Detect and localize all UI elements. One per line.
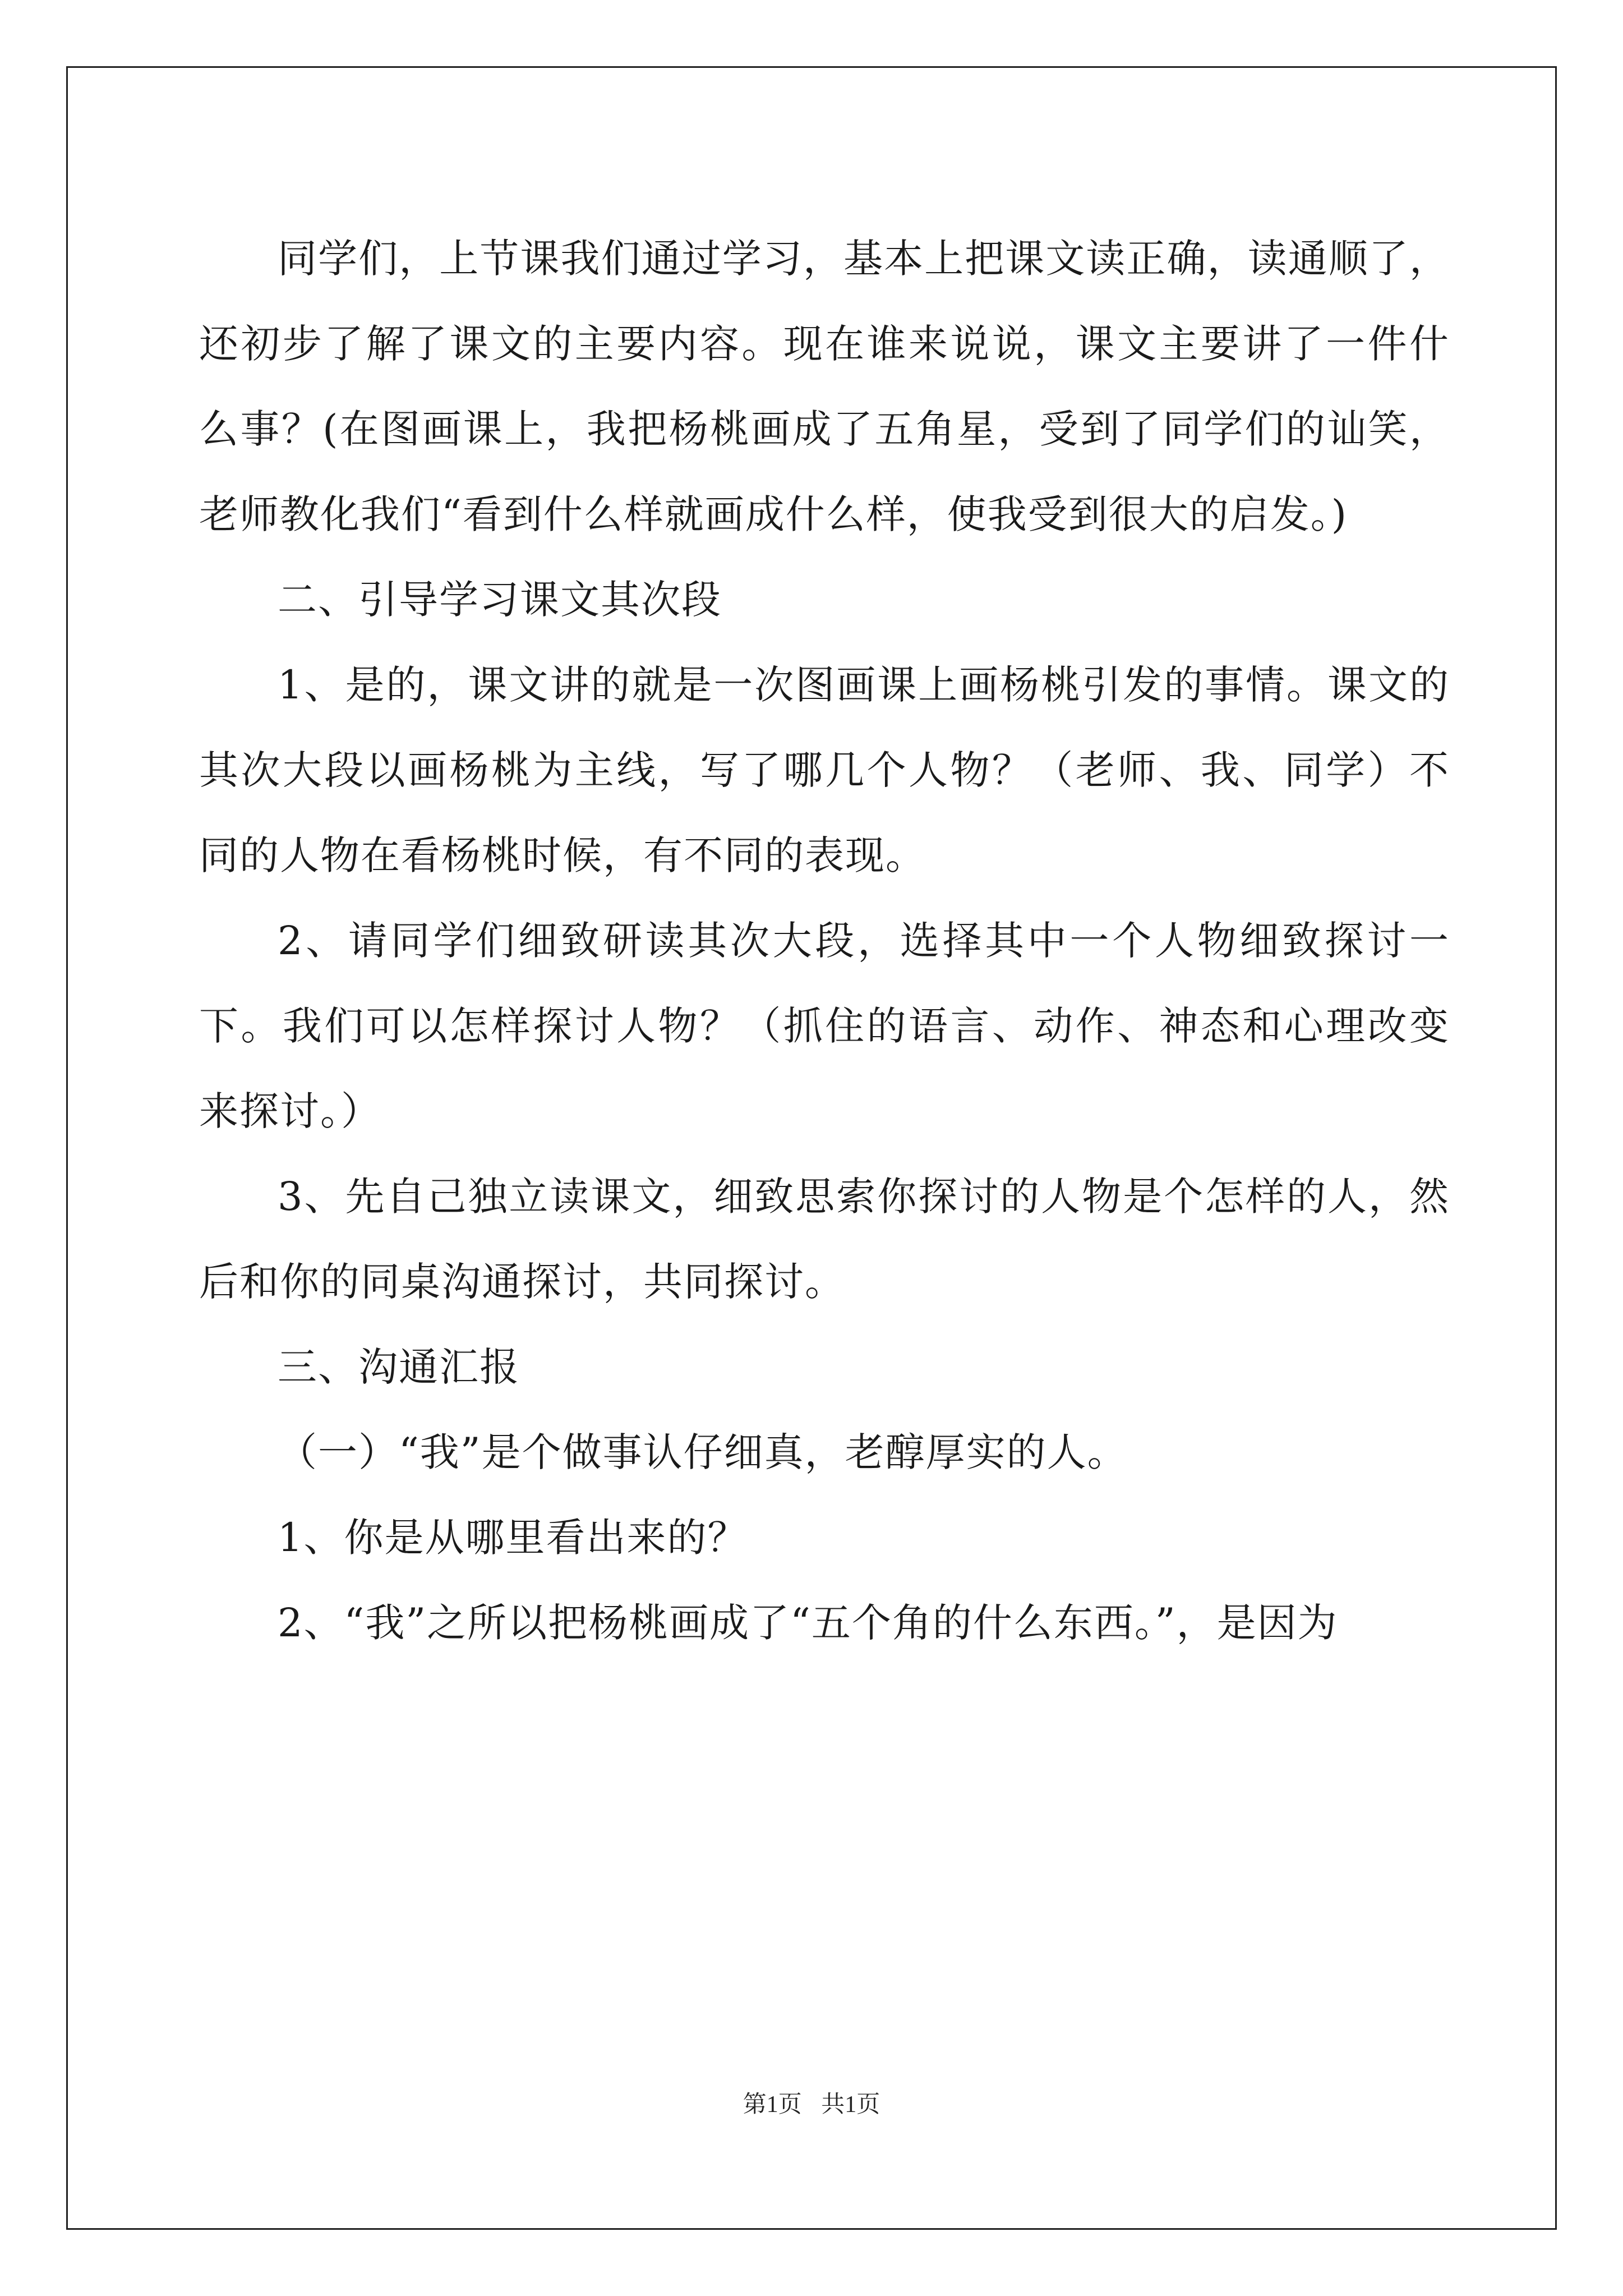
subsection-heading-1: （一）“我”是个做事认仔细真，老醇厚实的人。 bbox=[278, 1429, 1128, 1475]
paragraph-item-3: 3、先自己独立读课文，细致思索你探讨的人物是个怎样的人，然后和你的同桌沟通探讨，共同探讨。 bbox=[199, 1174, 1450, 1305]
question-item-2: 2、“我”之所以把杨桃画成了“五个角的什么东西。”，是因为 bbox=[278, 1600, 1338, 1646]
document-body bbox=[199, 216, 1450, 1665]
paragraph-item-2: 2、请同学们细致研读其次大段，选择其中一个人物细致探讨一下。我们可以怎样探讨人物？（抓住的语言、动作、神态和心理改变来探讨。） bbox=[199, 918, 1450, 1134]
page-number: 第1页 bbox=[743, 2092, 802, 2118]
section-heading-2: 二、引导学习课文其次段 bbox=[278, 577, 722, 623]
page-footer bbox=[0, 2086, 1623, 2119]
question-item-1: 1、你是从哪里看出来的？ bbox=[278, 1515, 748, 1561]
paragraph-item-1: 1、是的，课文讲的就是一次图画课上画杨桃引发的事情。课文的其次大段以画杨桃为主线，写了哪几个人物？（老师、我、同学）不同的人物在看杨桃时候，有不同的表现。 bbox=[199, 662, 1450, 878]
paragraph-intro: 同学们，上节课我们通过学习，基本上把课文读正确，读通顺了，还初步了解了课文的主要内容。现在谁来说说，课文主要讲了一件什么事？(在图画课上，我把杨桃画成了五角星，受到了同学们的讪笑，老师教化我们“看到什么样就画成什么样，使我受到很大的启发。) bbox=[199, 236, 1450, 537]
page-total: 共1页 bbox=[821, 2092, 880, 2118]
section-heading-3: 三、沟通汇报 bbox=[278, 1344, 520, 1390]
